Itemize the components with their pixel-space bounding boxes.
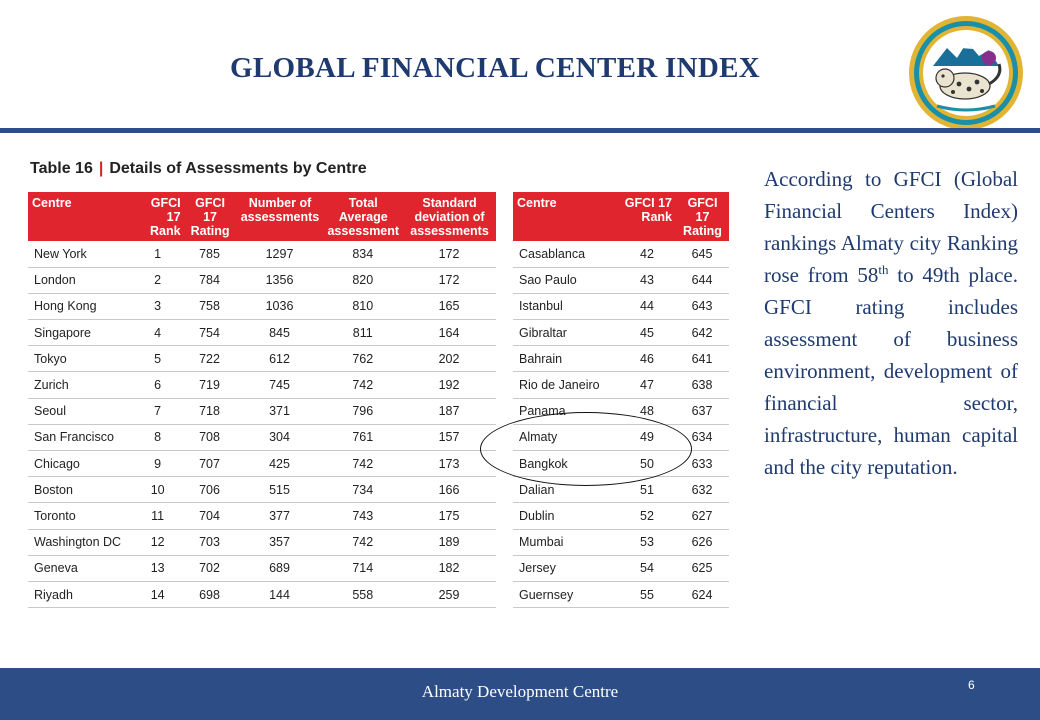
value-cell: 689 xyxy=(236,555,324,581)
page-number: 6 xyxy=(968,678,975,692)
value-cell: 157 xyxy=(402,424,496,450)
value-cell: 719 xyxy=(184,372,236,398)
almaty-emblem-icon xyxy=(907,14,1025,132)
table-row xyxy=(513,241,729,267)
centre-cell: Jersey xyxy=(513,555,619,581)
centre-cell: Gibraltar xyxy=(513,320,619,346)
value-cell: 698 xyxy=(184,581,236,607)
table-row xyxy=(28,241,496,267)
value-cell: 357 xyxy=(236,529,324,555)
table-row xyxy=(513,267,729,293)
centre-cell: Hong Kong xyxy=(28,293,132,319)
centre-cell: Dalian xyxy=(513,477,619,503)
value-cell: 714 xyxy=(323,555,402,581)
value-cell: 54 xyxy=(619,555,675,581)
value-cell: 718 xyxy=(184,398,236,424)
value-cell: 820 xyxy=(323,267,402,293)
value-cell: 8 xyxy=(132,424,184,450)
value-cell: 4 xyxy=(132,320,184,346)
value-cell: 43 xyxy=(619,267,675,293)
value-cell: 810 xyxy=(323,293,402,319)
value-cell: 53 xyxy=(619,529,675,555)
value-cell: 642 xyxy=(675,320,729,346)
value-cell: 1356 xyxy=(236,267,324,293)
value-cell: 707 xyxy=(184,451,236,477)
value-cell: 632 xyxy=(675,477,729,503)
value-cell: 45 xyxy=(619,320,675,346)
value-cell: 644 xyxy=(675,267,729,293)
table-caption xyxy=(30,160,367,178)
value-cell: 761 xyxy=(323,424,402,450)
table-row xyxy=(513,320,729,346)
footer-text: Almaty Development Centre xyxy=(421,682,619,701)
centre-cell: San Francisco xyxy=(28,424,132,450)
value-cell: 173 xyxy=(402,451,496,477)
centre-cell: Zurich xyxy=(28,372,132,398)
value-cell: 144 xyxy=(236,581,324,607)
value-cell: 704 xyxy=(184,503,236,529)
value-cell: 46 xyxy=(619,346,675,372)
centre-cell: Rio de Janeiro xyxy=(513,372,619,398)
right-header-0: Centre xyxy=(513,192,619,241)
value-cell: 182 xyxy=(402,555,496,581)
value-cell: 6 xyxy=(132,372,184,398)
value-cell: 165 xyxy=(402,293,496,319)
value-cell: 166 xyxy=(402,477,496,503)
table-row xyxy=(28,503,496,529)
left-header-1: GFCI 17 Rank xyxy=(132,192,184,241)
value-cell: 10 xyxy=(132,477,184,503)
table-row xyxy=(513,293,729,319)
value-cell: 515 xyxy=(236,477,324,503)
table-row xyxy=(28,398,496,424)
centre-cell: Bahrain xyxy=(513,346,619,372)
centre-cell: Casablanca xyxy=(513,241,619,267)
table-row xyxy=(28,451,496,477)
value-cell: 742 xyxy=(323,451,402,477)
value-cell: 1 xyxy=(132,241,184,267)
table-row xyxy=(28,267,496,293)
value-cell: 558 xyxy=(323,581,402,607)
table-row xyxy=(513,346,729,372)
right-header-1: GFCI 17 Rank xyxy=(619,192,675,241)
value-cell: 706 xyxy=(184,477,236,503)
value-cell: 42 xyxy=(619,241,675,267)
value-cell: 55 xyxy=(619,581,675,607)
value-cell: 14 xyxy=(132,581,184,607)
value-cell: 172 xyxy=(402,241,496,267)
left-header-0: Centre xyxy=(28,192,132,241)
centre-cell: Istanbul xyxy=(513,293,619,319)
table-row xyxy=(513,372,729,398)
value-cell: 627 xyxy=(675,503,729,529)
left-header-2: GFCI 17 Rating xyxy=(184,192,236,241)
centre-cell: Boston xyxy=(28,477,132,503)
table-row xyxy=(28,477,496,503)
centre-cell: Guernsey xyxy=(513,581,619,607)
value-cell: 1036 xyxy=(236,293,324,319)
description-superscript: th xyxy=(878,262,889,277)
table-row xyxy=(513,555,729,581)
value-cell: 175 xyxy=(402,503,496,529)
value-cell: 44 xyxy=(619,293,675,319)
value-cell: 784 xyxy=(184,267,236,293)
value-cell: 11 xyxy=(132,503,184,529)
value-cell: 304 xyxy=(236,424,324,450)
value-cell: 834 xyxy=(323,241,402,267)
centre-cell: Chicago xyxy=(28,451,132,477)
value-cell: 47 xyxy=(619,372,675,398)
value-cell: 703 xyxy=(184,529,236,555)
centre-cell: Geneva xyxy=(28,555,132,581)
centre-cell: Dublin xyxy=(513,503,619,529)
value-cell: 742 xyxy=(323,372,402,398)
value-cell: 2 xyxy=(132,267,184,293)
table-caption-label: Table 16 xyxy=(30,160,93,177)
value-cell: 702 xyxy=(184,555,236,581)
value-cell: 643 xyxy=(675,293,729,319)
value-cell: 49 xyxy=(619,424,675,450)
table-row xyxy=(513,581,729,607)
value-cell: 785 xyxy=(184,241,236,267)
centre-cell: Seoul xyxy=(28,398,132,424)
value-cell: 638 xyxy=(675,372,729,398)
value-cell: 722 xyxy=(184,346,236,372)
left-header-5: Standard deviation of assessments xyxy=(402,192,496,241)
description-part1: According to GFCI (Global Financial Centers Index) rankings Almaty city Ranking rose from 58 xyxy=(764,167,1018,287)
value-cell: 3 xyxy=(132,293,184,319)
value-cell: 754 xyxy=(184,320,236,346)
value-cell: 52 xyxy=(619,503,675,529)
value-cell: 745 xyxy=(236,372,324,398)
centre-cell: Bangkok xyxy=(513,451,619,477)
table-caption-separator: | xyxy=(98,160,104,177)
value-cell: 634 xyxy=(675,424,729,450)
value-cell: 742 xyxy=(323,529,402,555)
assessments-table-right xyxy=(513,192,729,608)
value-cell: 192 xyxy=(402,372,496,398)
centre-cell: New York xyxy=(28,241,132,267)
table-row xyxy=(28,529,496,555)
value-cell: 708 xyxy=(184,424,236,450)
value-cell: 377 xyxy=(236,503,324,529)
value-cell: 50 xyxy=(619,451,675,477)
value-cell: 796 xyxy=(323,398,402,424)
centre-cell: Almaty xyxy=(513,424,619,450)
value-cell: 259 xyxy=(402,581,496,607)
table-caption-title: Details of Assessments by Centre xyxy=(109,160,367,177)
value-cell: 12 xyxy=(132,529,184,555)
slide-title: GLOBAL FINANCIAL CENTER INDEX xyxy=(230,52,760,84)
centre-cell: Riyadh xyxy=(28,581,132,607)
table-row xyxy=(28,293,496,319)
value-cell: 7 xyxy=(132,398,184,424)
table-header-row xyxy=(513,192,729,241)
value-cell: 625 xyxy=(675,555,729,581)
table-row xyxy=(513,503,729,529)
assessments-table-left xyxy=(28,192,496,608)
value-cell: 9 xyxy=(132,451,184,477)
description-text xyxy=(764,163,1018,483)
value-cell: 624 xyxy=(675,581,729,607)
left-header-3: Number of assessments xyxy=(236,192,324,241)
value-cell: 845 xyxy=(236,320,324,346)
centre-cell: Mumbai xyxy=(513,529,619,555)
centre-cell: Tokyo xyxy=(28,346,132,372)
table-row xyxy=(28,320,496,346)
centre-cell: Sao Paulo xyxy=(513,267,619,293)
value-cell: 48 xyxy=(619,398,675,424)
value-cell: 13 xyxy=(132,555,184,581)
value-cell: 758 xyxy=(184,293,236,319)
value-cell: 202 xyxy=(402,346,496,372)
table-row xyxy=(28,424,496,450)
table-row xyxy=(28,555,496,581)
value-cell: 811 xyxy=(323,320,402,346)
left-header-4: Total Average assessment xyxy=(323,192,402,241)
right-header-2: GFCI 17 Rating xyxy=(675,192,729,241)
footer-bar xyxy=(0,668,1040,720)
table-row xyxy=(28,346,496,372)
value-cell: 645 xyxy=(675,241,729,267)
centre-cell: Panama xyxy=(513,398,619,424)
header-divider xyxy=(0,128,1040,133)
value-cell: 1297 xyxy=(236,241,324,267)
centre-cell: Washington DC xyxy=(28,529,132,555)
value-cell: 734 xyxy=(323,477,402,503)
description-part2: to 49th place. GFCI rating includes assessment of business environment, development of financial sector, infrastructure, human capital and the city reputation. xyxy=(764,263,1019,479)
value-cell: 51 xyxy=(619,477,675,503)
centre-cell: London xyxy=(28,267,132,293)
value-cell: 164 xyxy=(402,320,496,346)
table-header-row xyxy=(28,192,496,241)
value-cell: 425 xyxy=(236,451,324,477)
value-cell: 371 xyxy=(236,398,324,424)
almaty-highlight-oval xyxy=(480,412,692,486)
value-cell: 743 xyxy=(323,503,402,529)
table-row xyxy=(28,581,496,607)
value-cell: 641 xyxy=(675,346,729,372)
table-row xyxy=(28,372,496,398)
value-cell: 189 xyxy=(402,529,496,555)
value-cell: 612 xyxy=(236,346,324,372)
centre-cell: Toronto xyxy=(28,503,132,529)
value-cell: 5 xyxy=(132,346,184,372)
value-cell: 762 xyxy=(323,346,402,372)
value-cell: 626 xyxy=(675,529,729,555)
table-row xyxy=(513,529,729,555)
centre-cell: Singapore xyxy=(28,320,132,346)
value-cell: 633 xyxy=(675,451,729,477)
value-cell: 172 xyxy=(402,267,496,293)
value-cell: 187 xyxy=(402,398,496,424)
value-cell: 637 xyxy=(675,398,729,424)
